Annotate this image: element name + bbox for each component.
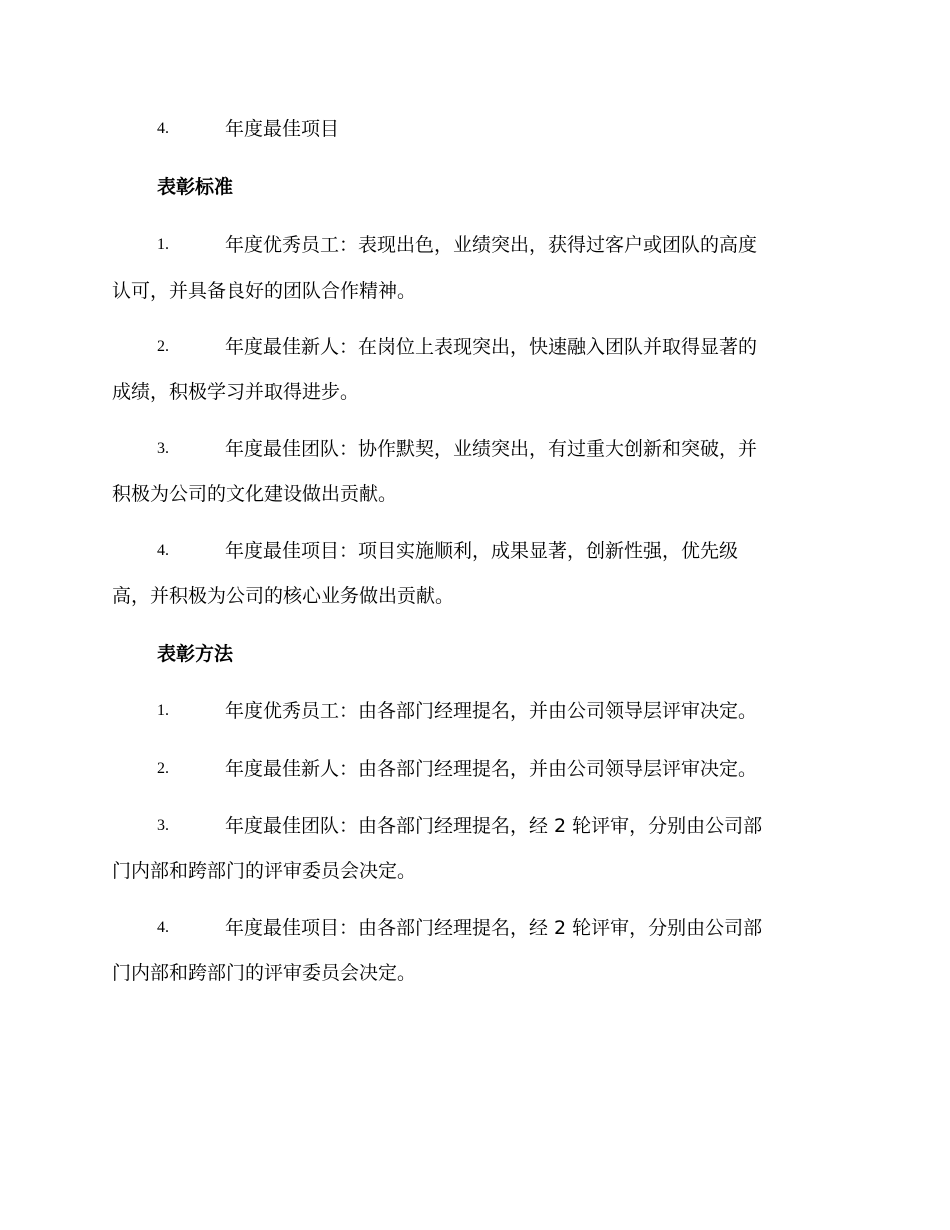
list-number: 2. [157,338,169,355]
section-heading-criteria: 表彰标准 [157,176,234,198]
list-item-continuation: 认可，并具备良好的团队合作精神。 [112,280,417,302]
list-number: 3. [157,817,169,834]
list-number: 4. [157,120,169,137]
section-heading-methods: 表彰方法 [157,643,234,665]
list-number: 1. [157,236,169,253]
list-item-text: 年度最佳项目：项目实施顺利，成果显著，创新性强，优先级 [225,540,739,562]
list-item-text: 年度最佳项目 [225,118,340,140]
list-number: 3. [157,440,169,457]
list-item-text: 年度最佳新人：在岗位上表现突出，快速融入团队并取得显著的 [225,336,758,358]
list-number: 2. [157,760,169,777]
list-number: 4. [157,542,169,559]
list-item-continuation: 高，并积极为公司的核心业务做出贡献。 [112,585,455,607]
list-item-continuation: 门内部和跨部门的评审委员会决定。 [112,962,417,984]
list-item-continuation: 成绩，积极学习并取得进步。 [112,381,360,403]
list-item-text: 年度最佳团队：由各部门经理提名，经 2 轮评审，分别由公司部 [225,815,763,837]
list-item-text: 年度优秀员工：由各部门经理提名，并由公司领导层评审决定。 [225,700,758,722]
list-item-text: 年度最佳新人：由各部门经理提名，并由公司领导层评审决定。 [225,758,758,780]
list-number: 4. [157,919,169,936]
list-item-continuation: 门内部和跨部门的评审委员会决定。 [112,860,417,882]
list-number: 1. [157,702,169,719]
list-item-text: 年度最佳团队：协作默契，业绩突出，有过重大创新和突破，并 [225,438,758,460]
list-item-continuation: 积极为公司的文化建设做出贡献。 [112,483,398,505]
list-item-text: 年度最佳项目：由各部门经理提名，经 2 轮评审，分别由公司部 [225,917,763,939]
list-item-text: 年度优秀员工：表现出色，业绩突出，获得过客户或团队的高度 [225,234,758,256]
